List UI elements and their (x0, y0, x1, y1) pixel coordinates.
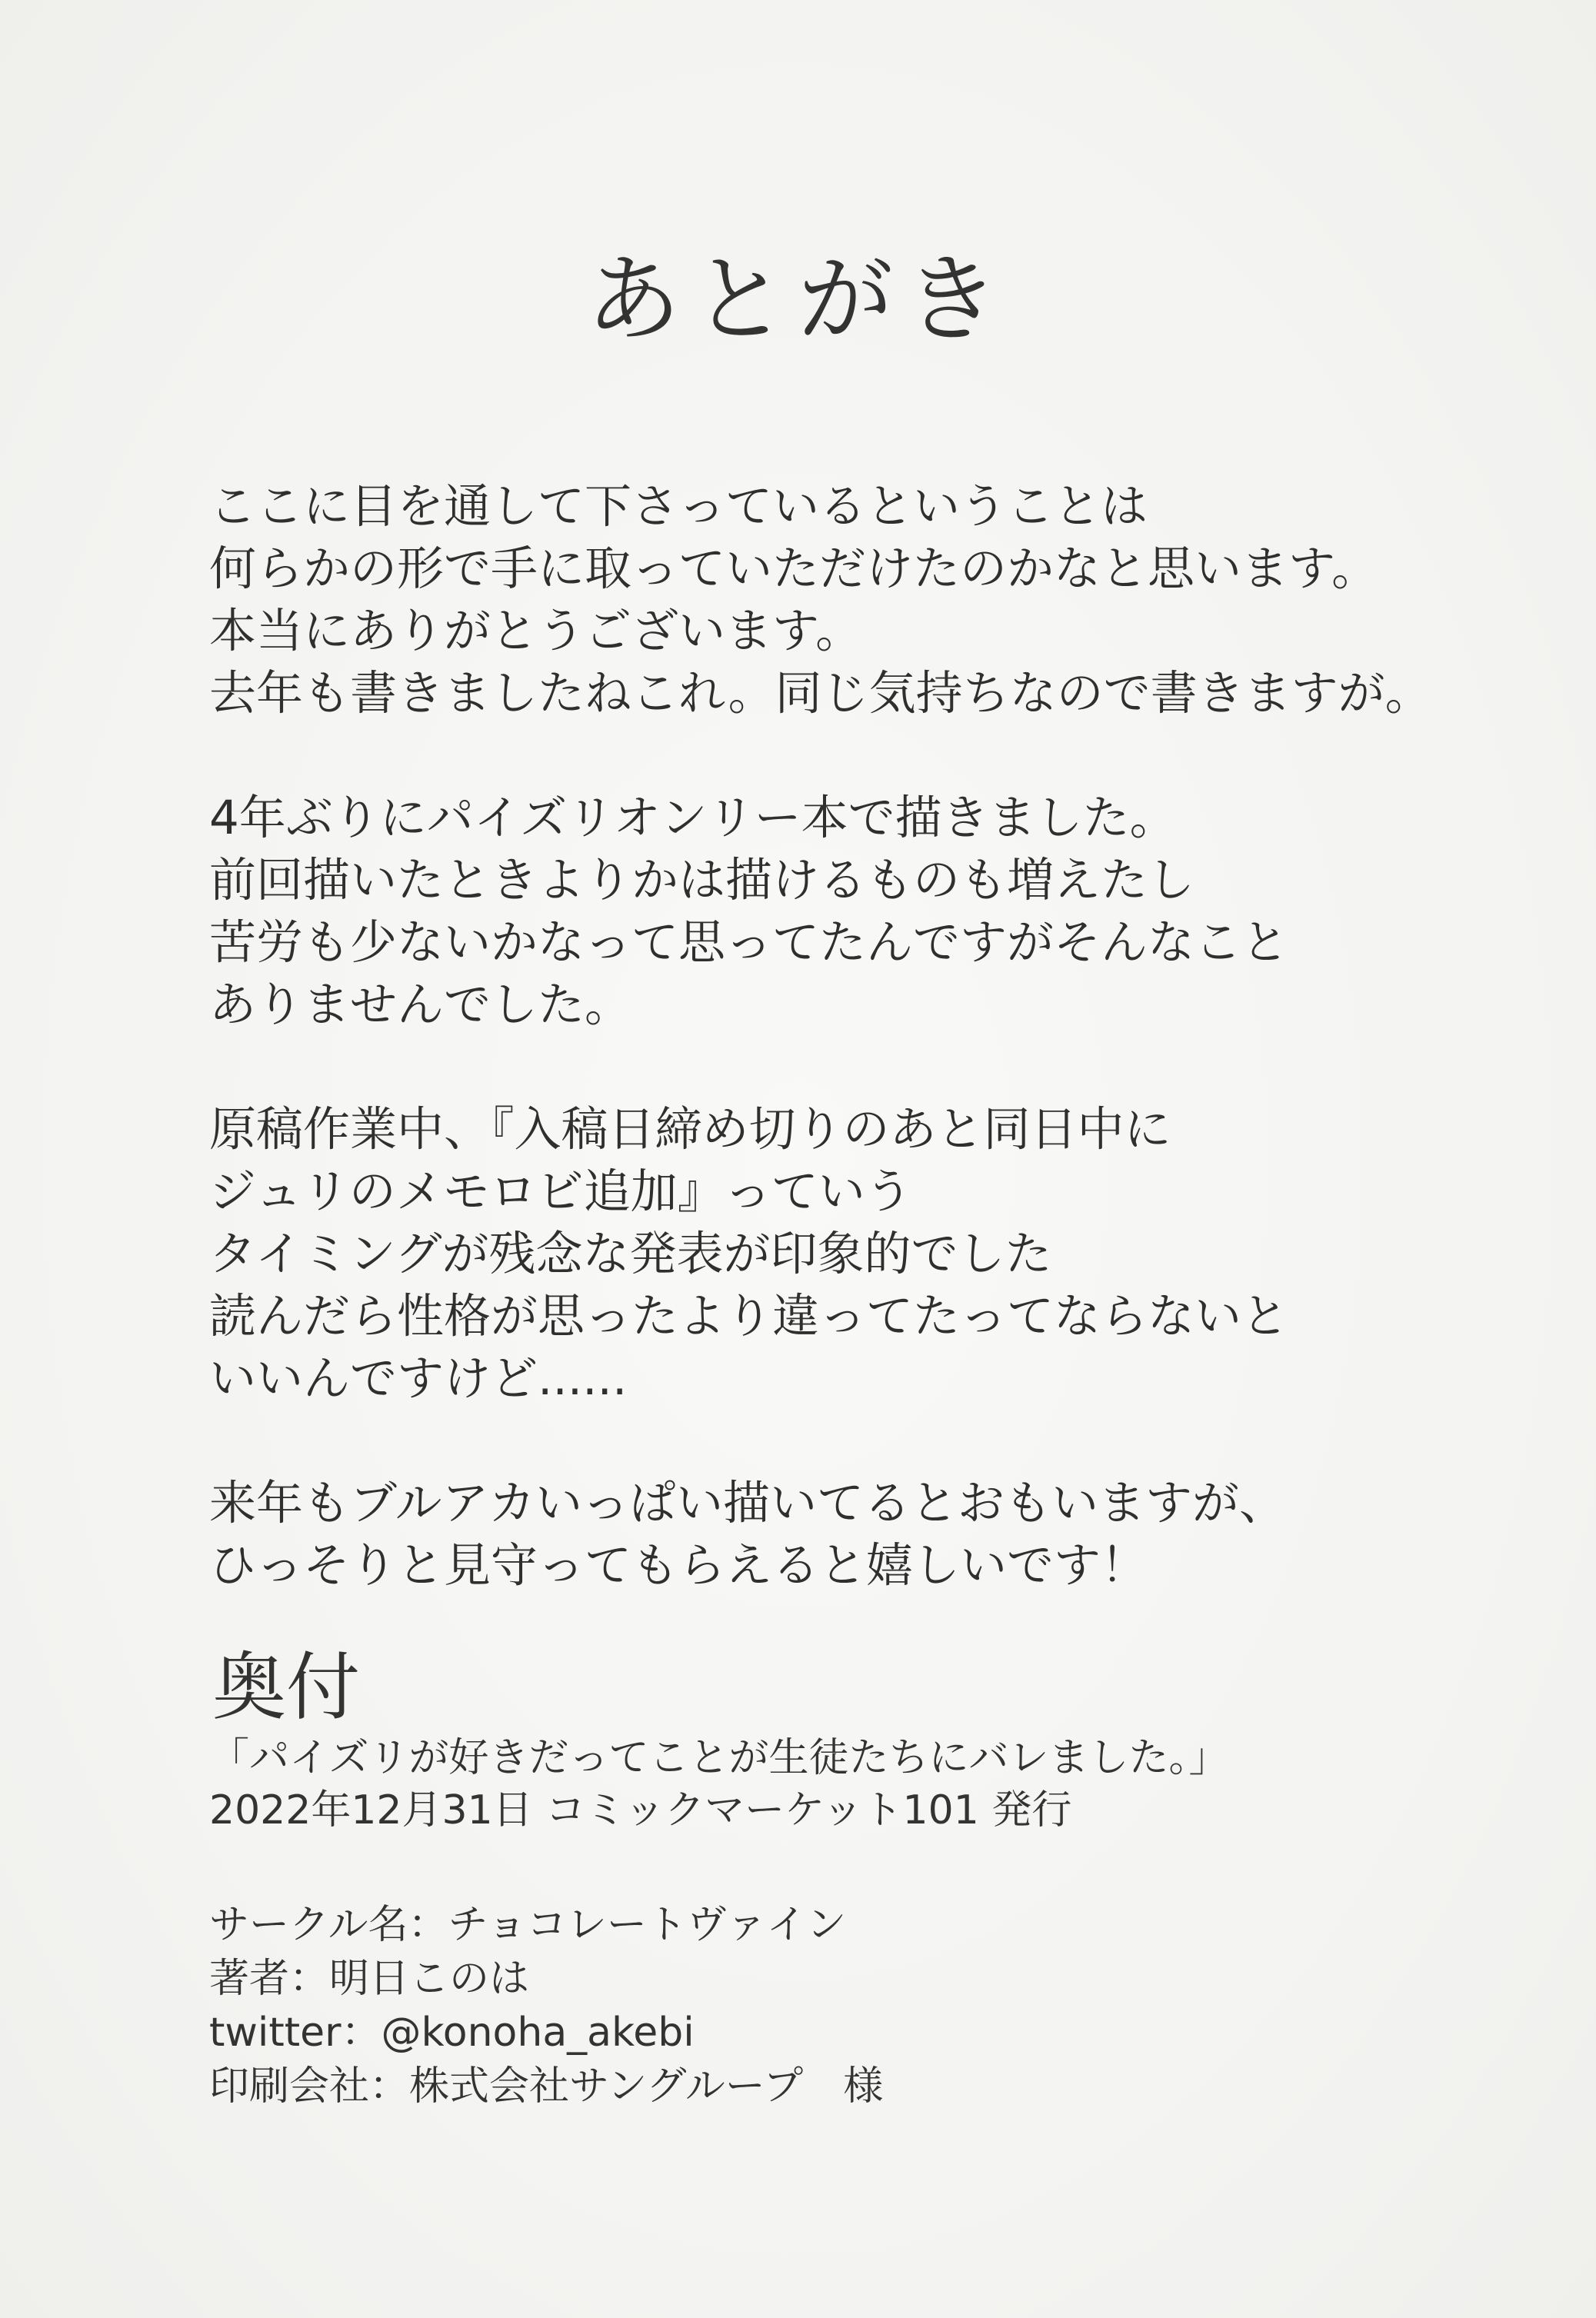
text-line: 原稿作業中、『入稿日締め切りのあと同日中に (209, 1102, 1171, 1157)
text-line: 苦労も少ないかなって思ってたんですがそんなこと (209, 915, 1289, 970)
text-line: いいんですけど...... (209, 1351, 628, 1406)
text-line: ここに目を通して下さっているということは (209, 479, 1148, 534)
text-line: タイミングが残念な発表が印象的でした (209, 1227, 1052, 1281)
circle-name: サークル名：チョコレートヴァイン (209, 1902, 847, 1948)
printer-name: 印刷会社：株式会社サングループ 様 (209, 2063, 884, 2110)
colophon-heading: 奥付 (212, 1644, 360, 1730)
text-line: 4年ぶりにパイズリオンリー本で描きました。 (209, 791, 1177, 845)
text-line: 読んだら性格が思ったより違ってたってならないと (209, 1289, 1289, 1344)
twitter-handle: twitter：@konoha_akebi (209, 2010, 695, 2056)
text-line: 去年も書きましたねこれ。同じ気持ちなので書きますが。 (209, 666, 1432, 721)
paragraph-4 (209, 1472, 1563, 1597)
paragraph-2 (209, 787, 1563, 1036)
text-line: 前回描いたときよりかは描けるものも増えたし (209, 853, 1195, 908)
author-name: 著者：明日このは (209, 1956, 530, 2002)
text-line: 来年もブルアカいっぱい描いてるとおもいますが、 (209, 1476, 1286, 1530)
text-line: 本当にありがとうございます。 (209, 604, 863, 658)
spacer (209, 1837, 1440, 1898)
book-title: 「パイズリが好きだってことが生徒たちにバレました。」 (209, 1735, 1229, 1781)
paragraph-3 (209, 1098, 1563, 1410)
text-line: ひっそりと見守ってもらえると嬉しいです！ (209, 1538, 1148, 1593)
afterword-title: あとがき (585, 245, 1011, 355)
colophon (209, 1732, 1440, 2113)
text-line: 何らかの形で手に取っていただけたのかなと思います。 (209, 541, 1379, 596)
paragraph-1 (209, 475, 1563, 724)
afterword-body (209, 475, 1563, 1659)
text-line: ありませんでした。 (209, 977, 632, 1032)
text-line: ジュリのメモロビ追加』っていう (209, 1164, 912, 1219)
release-info: 2022年12月31日 コミックマーケット101 発行 (209, 1787, 1072, 1833)
